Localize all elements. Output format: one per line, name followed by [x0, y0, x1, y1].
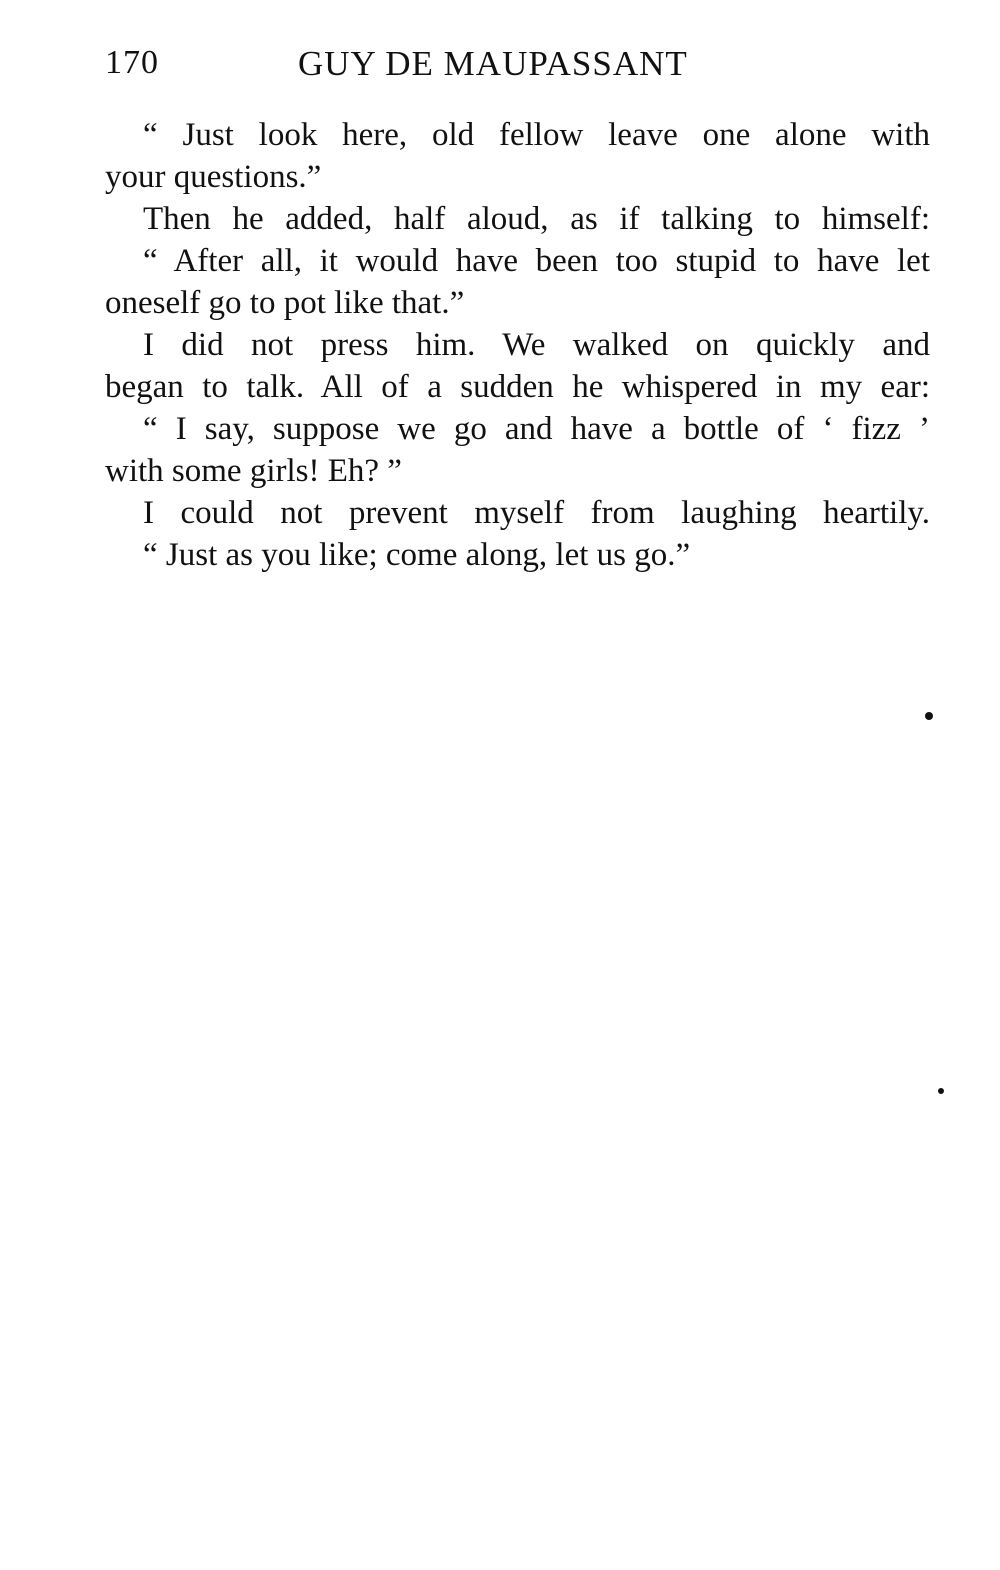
text-line: your questions.” — [105, 159, 322, 195]
page-number: 170 — [105, 44, 159, 81]
text-line: began to talk. All of a sudden he whispered in my ear: — [105, 369, 930, 405]
text-line: “ After all, it would have been too stupid to have let — [143, 243, 930, 279]
text-line: “ Just as you like; come along, let us go.” — [143, 537, 691, 573]
text-line: I did not press him. We walked on quickly and — [143, 327, 930, 363]
text-line: Then he added, half aloud, as if talking to himself: — [143, 201, 930, 237]
text-line: with some girls! Eh? ” — [105, 453, 402, 489]
text-line: “ I say, suppose we go and have a bottle of ‘ fizz ’ — [143, 411, 930, 447]
text-line: “ Just look here, old fellow leave one alone with — [143, 117, 930, 153]
ink-speck — [938, 1088, 944, 1094]
running-title: GUY DE MAUPASSANT — [298, 44, 688, 83]
text-line: oneself go to pot like that.” — [105, 285, 465, 321]
text-line: I could not prevent myself from laughing heartily. — [143, 495, 930, 531]
ink-speck — [925, 712, 933, 720]
